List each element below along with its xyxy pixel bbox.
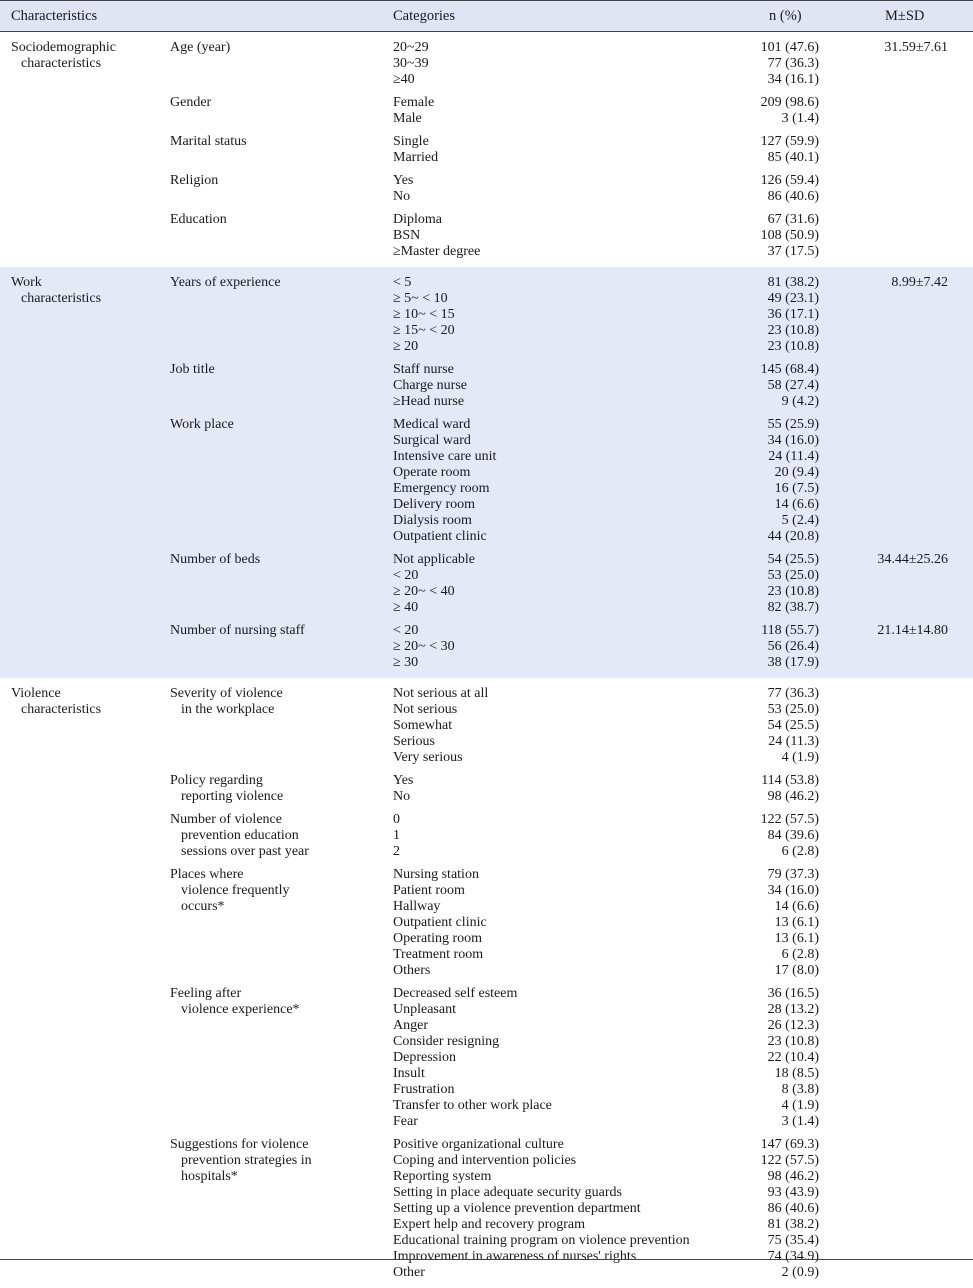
mean-sd-value: 21.14±14.80 bbox=[877, 623, 948, 638]
category-item: ≥40 bbox=[393, 72, 415, 87]
count-percent-value: 23 (10.8) bbox=[767, 1034, 819, 1049]
category-item: Staff nurse bbox=[393, 362, 454, 377]
count-percent-value: 20 (9.4) bbox=[774, 465, 819, 480]
count-percent-value: 24 (11.3) bbox=[768, 734, 819, 749]
table-row bbox=[0, 95, 973, 127]
category-item: Yes bbox=[393, 773, 414, 788]
count-percent-value: 28 (13.2) bbox=[767, 1002, 819, 1017]
category-item: Coping and intervention policies bbox=[393, 1153, 577, 1168]
table-row bbox=[0, 623, 973, 671]
count-percent-value: 49 (23.1) bbox=[767, 291, 819, 306]
category-item: Not serious at all bbox=[393, 686, 489, 701]
table-row bbox=[0, 173, 973, 205]
count-percent-value: 23 (10.8) bbox=[767, 339, 819, 354]
variable-label bbox=[170, 773, 283, 805]
section-label-line: Violence bbox=[11, 686, 61, 701]
mean-sd-value: 31.59±7.61 bbox=[884, 40, 948, 55]
count-percent-value: 26 (12.3) bbox=[767, 1018, 819, 1033]
count-percent-value: 118 (55.7) bbox=[761, 623, 819, 638]
mean-sd-value: 34.44±25.26 bbox=[877, 552, 948, 567]
count-percent-value: 23 (10.8) bbox=[767, 584, 819, 599]
variable-label-line: Number of nursing staff bbox=[170, 623, 305, 638]
count-percent-value: 82 (38.7) bbox=[767, 600, 819, 615]
count-percent-value: 79 (37.3) bbox=[767, 867, 819, 882]
category-list bbox=[393, 812, 400, 860]
category-list bbox=[393, 134, 438, 166]
count-percent-value: 4 (1.9) bbox=[781, 750, 819, 765]
count-percent-value: 9 (4.2) bbox=[781, 394, 819, 409]
count-percent-value: 23 (10.8) bbox=[767, 323, 819, 338]
variable-label-line: prevention strategies in bbox=[181, 1153, 312, 1168]
count-percent-value: 37 (17.5) bbox=[767, 244, 819, 259]
category-item: ≥ 20~ < 30 bbox=[393, 639, 455, 654]
category-item: Surgical ward bbox=[393, 433, 471, 448]
count-percent-value: 14 (6.6) bbox=[774, 497, 819, 512]
variable-label-line: Religion bbox=[170, 173, 219, 188]
variable-label-line: Feeling after bbox=[170, 986, 242, 1001]
count-percent-value: 53 (25.0) bbox=[767, 702, 819, 717]
section bbox=[0, 678, 973, 1288]
variable-label bbox=[170, 623, 305, 639]
section-label-line: characteristics bbox=[21, 56, 102, 71]
count-percent-value: 122 (57.5) bbox=[760, 812, 819, 827]
variable-label bbox=[170, 173, 218, 189]
count-percent-list bbox=[768, 275, 819, 355]
count-percent-list bbox=[768, 417, 819, 545]
table-row bbox=[0, 552, 973, 616]
variable-label-line: occurs* bbox=[181, 899, 225, 914]
count-percent-list bbox=[761, 173, 819, 205]
category-item: Reporting system bbox=[393, 1169, 492, 1184]
variable-label-line: violence experience* bbox=[181, 1002, 300, 1017]
header-mean-sd: M±SD bbox=[885, 8, 925, 24]
header-characteristics: Characteristics bbox=[11, 8, 98, 24]
variable-label-line: Places where bbox=[170, 867, 244, 882]
variable-label bbox=[170, 986, 300, 1018]
count-percent-value: 77 (36.3) bbox=[767, 686, 819, 701]
category-item: ≥ 40 bbox=[393, 600, 419, 615]
category-item: Depression bbox=[393, 1050, 456, 1065]
variable-label-line: Years of experience bbox=[170, 275, 281, 290]
variable-label bbox=[170, 1137, 312, 1185]
variable-label-line: Suggestions for violence bbox=[170, 1137, 309, 1152]
count-percent-value: 54 (25.5) bbox=[767, 718, 819, 733]
variable-label bbox=[170, 40, 230, 56]
table-row bbox=[0, 986, 973, 1130]
category-item: Nursing station bbox=[393, 867, 479, 882]
category-item: Expert help and recovery program bbox=[393, 1217, 586, 1232]
category-item: Consider resigning bbox=[393, 1034, 500, 1049]
category-item: 0 bbox=[393, 812, 400, 827]
category-item: Educational training program on violence prevention bbox=[393, 1233, 690, 1248]
table-body bbox=[0, 32, 973, 1288]
category-list bbox=[393, 686, 488, 766]
category-item: ≥ 15~ < 20 bbox=[393, 323, 455, 338]
category-item: Serious bbox=[393, 734, 435, 749]
table-row bbox=[0, 773, 973, 805]
table-row bbox=[0, 417, 973, 545]
category-item: Decreased self esteem bbox=[393, 986, 518, 1001]
category-item: Dialysis room bbox=[393, 513, 472, 528]
count-percent-value: 86 (40.6) bbox=[767, 189, 819, 204]
category-item: Others bbox=[393, 963, 431, 978]
header-n-percent: n (%) bbox=[769, 8, 802, 24]
variable-label-line: in the workplace bbox=[181, 702, 275, 717]
category-item: < 20 bbox=[393, 568, 419, 583]
variable-label bbox=[170, 275, 281, 291]
variable-label bbox=[170, 867, 289, 915]
count-percent-value: 8 (3.8) bbox=[781, 1082, 819, 1097]
count-percent-value: 127 (59.9) bbox=[760, 134, 819, 149]
variable-label bbox=[170, 552, 260, 568]
mean-sd-value: 8.99±7.42 bbox=[891, 275, 948, 290]
category-item: Frustration bbox=[393, 1082, 455, 1097]
count-percent-value: 36 (17.1) bbox=[767, 307, 819, 322]
category-item: 30~39 bbox=[393, 56, 429, 71]
count-percent-value: 86 (40.6) bbox=[767, 1201, 819, 1216]
variable-label-line: Job title bbox=[170, 362, 215, 377]
category-item: 20~29 bbox=[393, 40, 429, 55]
category-list bbox=[393, 867, 487, 979]
category-item: Yes bbox=[393, 173, 414, 188]
count-percent-value: 81 (38.2) bbox=[767, 1217, 819, 1232]
section-label-line: Sociodemographic bbox=[11, 40, 116, 55]
category-list bbox=[393, 552, 475, 616]
count-percent-value: 98 (46.2) bbox=[767, 1169, 819, 1184]
count-percent-value: 53 (25.0) bbox=[767, 568, 819, 583]
variable-label-line: Work place bbox=[170, 417, 234, 432]
section bbox=[0, 32, 973, 267]
variable-label-line: sessions over past year bbox=[181, 844, 309, 859]
count-percent-list bbox=[768, 867, 819, 979]
section-label-line: characteristics bbox=[21, 702, 102, 717]
category-item: Not applicable bbox=[393, 552, 476, 567]
count-percent-value: 209 (98.6) bbox=[760, 95, 819, 110]
section-label-line: Work bbox=[11, 275, 42, 290]
category-item: Operating room bbox=[393, 931, 483, 946]
category-item: Male bbox=[393, 111, 422, 126]
variable-label-line: Severity of violence bbox=[170, 686, 283, 701]
variable-label bbox=[170, 212, 227, 228]
table-row bbox=[0, 40, 973, 88]
section-label-line: characteristics bbox=[21, 291, 102, 306]
variable-label bbox=[170, 95, 211, 111]
table-bottom-rule bbox=[0, 1259, 973, 1260]
category-list bbox=[393, 95, 434, 127]
variable-label bbox=[170, 417, 234, 433]
variable-label-line: Age (year) bbox=[170, 40, 231, 55]
category-item: Positive organizational culture bbox=[393, 1137, 564, 1152]
count-percent-value: 93 (43.9) bbox=[767, 1185, 819, 1200]
category-list bbox=[393, 623, 455, 671]
count-percent-list bbox=[768, 986, 819, 1130]
variable-label bbox=[170, 362, 215, 378]
section bbox=[0, 267, 973, 678]
count-percent-value: 54 (25.5) bbox=[767, 552, 819, 567]
category-item: Operate room bbox=[393, 465, 471, 480]
table-row bbox=[0, 686, 973, 766]
table-row bbox=[0, 812, 973, 860]
variable-label-line: violence frequently bbox=[181, 883, 290, 898]
category-item: Outpatient clinic bbox=[393, 529, 487, 544]
variable-label-line: Education bbox=[170, 212, 227, 227]
category-item: < 5 bbox=[393, 275, 412, 290]
count-percent-value: 5 (2.4) bbox=[781, 513, 819, 528]
variable-label-line: hospitals* bbox=[181, 1169, 238, 1184]
table-row bbox=[0, 212, 973, 260]
count-percent-value: 56 (26.4) bbox=[767, 639, 819, 654]
count-percent-value: 145 (68.4) bbox=[760, 362, 819, 377]
category-item: Outpatient clinic bbox=[393, 915, 487, 930]
count-percent-list bbox=[761, 362, 819, 410]
count-percent-list bbox=[761, 40, 819, 88]
count-percent-value: 24 (11.4) bbox=[768, 449, 819, 464]
count-percent-value: 126 (59.4) bbox=[760, 173, 819, 188]
table-header bbox=[0, 0, 973, 32]
header-categories: Categories bbox=[393, 8, 456, 24]
count-percent-list bbox=[761, 812, 819, 860]
count-percent-value: 147 (69.3) bbox=[760, 1137, 819, 1152]
variable-label-line: Number of beds bbox=[170, 552, 261, 567]
category-item: < 20 bbox=[393, 623, 419, 638]
count-percent-value: 77 (36.3) bbox=[767, 56, 819, 71]
count-percent-list bbox=[768, 552, 819, 616]
count-percent-value: 34 (16.1) bbox=[767, 72, 819, 87]
category-item: Emergency room bbox=[393, 481, 490, 496]
table-row bbox=[0, 134, 973, 166]
category-item: Diploma bbox=[393, 212, 442, 227]
count-percent-value: 14 (6.6) bbox=[774, 899, 819, 914]
variable-label bbox=[170, 134, 247, 150]
count-percent-value: 58 (27.4) bbox=[767, 378, 819, 393]
variable-label bbox=[170, 812, 309, 860]
variable-label-line: reporting violence bbox=[181, 789, 284, 804]
count-percent-list bbox=[761, 134, 819, 166]
category-item: ≥ 30 bbox=[393, 655, 419, 670]
count-percent-value: 75 (35.4) bbox=[767, 1233, 819, 1248]
category-item: No bbox=[393, 189, 411, 204]
category-item: Delivery room bbox=[393, 497, 476, 512]
variable-label-line: Gender bbox=[170, 95, 212, 110]
count-percent-value: 81 (38.2) bbox=[767, 275, 819, 290]
count-percent-value: 36 (16.5) bbox=[767, 986, 819, 1001]
category-item: 1 bbox=[393, 828, 400, 843]
variable-label-line: Policy regarding bbox=[170, 773, 263, 788]
category-item: Hallway bbox=[393, 899, 441, 914]
count-percent-value: 84 (39.6) bbox=[767, 828, 819, 843]
category-item: Fear bbox=[393, 1114, 418, 1129]
category-list bbox=[393, 173, 413, 205]
count-percent-list bbox=[761, 773, 819, 805]
count-percent-list bbox=[761, 212, 819, 260]
category-item: Transfer to other work place bbox=[393, 1098, 552, 1113]
variable-label-line: Number of violence bbox=[170, 812, 282, 827]
count-percent-value: 16 (7.5) bbox=[774, 481, 819, 496]
category-item: ≥Master degree bbox=[393, 244, 481, 259]
category-item: Anger bbox=[393, 1018, 428, 1033]
variable-label-line: prevention education bbox=[181, 828, 299, 843]
category-item: Not serious bbox=[393, 702, 458, 717]
category-item: 2 bbox=[393, 844, 400, 859]
category-list bbox=[393, 417, 496, 545]
count-percent-value: 17 (8.0) bbox=[774, 963, 819, 978]
category-list bbox=[393, 275, 455, 355]
category-item: ≥Head nurse bbox=[393, 394, 465, 409]
count-percent-value: 3 (1.4) bbox=[781, 111, 819, 126]
count-percent-value: 4 (1.9) bbox=[781, 1098, 819, 1113]
category-item: Charge nurse bbox=[393, 378, 467, 393]
count-percent-value: 38 (17.9) bbox=[767, 655, 819, 670]
category-item: Female bbox=[393, 95, 435, 110]
table-row bbox=[0, 275, 973, 355]
category-list bbox=[393, 40, 429, 88]
count-percent-value: 114 (53.8) bbox=[761, 773, 819, 788]
category-item: Improvement in awareness of nurses' rights bbox=[393, 1249, 637, 1264]
category-item: Setting in place adequate security guards bbox=[393, 1185, 622, 1200]
category-item: Unpleasant bbox=[393, 1002, 456, 1017]
category-item: Very serious bbox=[393, 750, 463, 765]
count-percent-list bbox=[768, 686, 819, 766]
variable-label bbox=[170, 686, 283, 718]
count-percent-value: 44 (20.8) bbox=[767, 529, 819, 544]
count-percent-value: 13 (6.1) bbox=[774, 931, 819, 946]
table-row bbox=[0, 867, 973, 979]
count-percent-value: 55 (25.9) bbox=[767, 417, 819, 432]
category-item: ≥ 20~ < 40 bbox=[393, 584, 455, 599]
category-item: Insult bbox=[393, 1066, 425, 1081]
category-list bbox=[393, 986, 552, 1130]
category-item: Intensive care unit bbox=[393, 449, 497, 464]
count-percent-value: 2 (0.9) bbox=[781, 1265, 819, 1280]
count-percent-value: 34 (16.0) bbox=[767, 433, 819, 448]
count-percent-value: 98 (46.2) bbox=[767, 789, 819, 804]
count-percent-value: 85 (40.1) bbox=[767, 150, 819, 165]
category-item: ≥ 20 bbox=[393, 339, 419, 354]
category-item: Single bbox=[393, 134, 429, 149]
count-percent-value: 122 (57.5) bbox=[760, 1153, 819, 1168]
category-item: Setting up a violence prevention department bbox=[393, 1201, 641, 1216]
count-percent-value: 108 (50.9) bbox=[760, 228, 819, 243]
count-percent-value: 22 (10.4) bbox=[767, 1050, 819, 1065]
category-item: Other bbox=[393, 1265, 425, 1280]
category-item: BSN bbox=[393, 228, 421, 243]
category-list bbox=[393, 773, 413, 805]
category-item: Somewhat bbox=[393, 718, 453, 733]
category-item: Patient room bbox=[393, 883, 465, 898]
category-list bbox=[393, 212, 480, 260]
count-percent-value: 34 (16.0) bbox=[767, 883, 819, 898]
count-percent-value: 6 (2.8) bbox=[781, 947, 819, 962]
category-item: Treatment room bbox=[393, 947, 484, 962]
table-row bbox=[0, 362, 973, 410]
count-percent-value: 74 (34.9) bbox=[767, 1249, 819, 1264]
count-percent-value: 101 (47.6) bbox=[760, 40, 819, 55]
category-item: ≥ 5~ < 10 bbox=[393, 291, 448, 306]
count-percent-value: 13 (6.1) bbox=[774, 915, 819, 930]
category-list bbox=[393, 362, 467, 410]
category-item: No bbox=[393, 789, 411, 804]
category-item: Medical ward bbox=[393, 417, 471, 432]
count-percent-value: 67 (31.6) bbox=[767, 212, 819, 227]
count-percent-value: 3 (1.4) bbox=[781, 1114, 819, 1129]
count-percent-value: 18 (8.5) bbox=[774, 1066, 819, 1081]
count-percent-value: 6 (2.8) bbox=[781, 844, 819, 859]
count-percent-list bbox=[761, 95, 819, 127]
category-item: Married bbox=[393, 150, 439, 165]
category-item: ≥ 10~ < 15 bbox=[393, 307, 455, 322]
variable-label-line: Marital status bbox=[170, 134, 247, 149]
count-percent-list bbox=[761, 623, 819, 671]
